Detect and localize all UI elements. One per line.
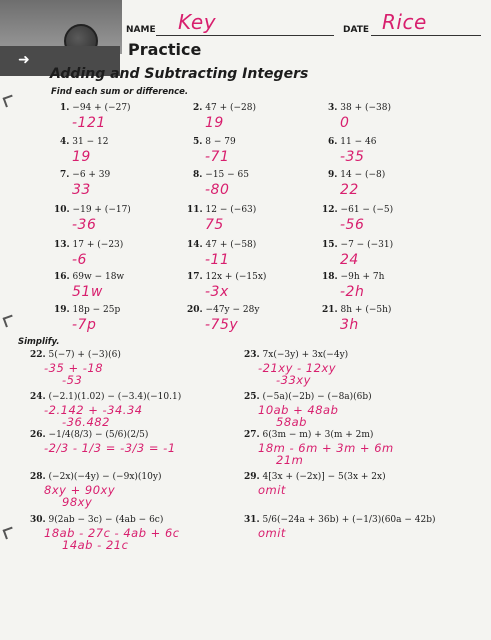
problem-number: 11. [187, 205, 203, 215]
name-label: NAME [126, 25, 156, 35]
problem-expression: 47 + (−28) [205, 103, 257, 113]
problem-3 [328, 103, 391, 113]
problem-27 [244, 430, 373, 440]
problem-number: 3. [328, 103, 338, 113]
problem-number: 30. [30, 515, 46, 525]
answer-20: -75y [205, 317, 239, 333]
answer-17: -3x [205, 284, 229, 300]
problem-number: 27. [244, 430, 260, 440]
problem-expression: 69w − 18w [72, 272, 125, 282]
problem-1 [60, 103, 131, 113]
answer-3: 0 [340, 115, 350, 131]
problem-29 [244, 472, 386, 482]
problem-16 [54, 272, 124, 282]
answer-13: -6 [72, 252, 87, 268]
problem-expression: 9(2ab − 3c) − (4ab − 6c) [48, 515, 164, 525]
work-line-22-1: -35 + -18 [44, 361, 104, 375]
binder-mark [3, 527, 16, 540]
problem-number: 28. [30, 472, 46, 482]
problem-number: 6. [328, 137, 338, 147]
problem-13 [54, 240, 123, 250]
problem-expression: −9h + 7h [340, 272, 385, 282]
problem-expression: −7 − (−31) [340, 240, 394, 250]
problem-30 [30, 515, 163, 525]
problem-number: 9. [328, 170, 338, 180]
work-line-27-2: 21m [276, 453, 304, 467]
problem-25 [244, 392, 372, 402]
problem-9 [328, 170, 385, 180]
problem-expression: −1/4(8/3) − (5/6)(2/5) [48, 430, 149, 440]
problem-number: 26. [30, 430, 46, 440]
problem-expression: −94 + (−27) [72, 103, 131, 113]
problem-expression: −61 − (−5) [340, 205, 394, 215]
answer-16: 51w [72, 284, 103, 300]
problem-number: 31. [244, 515, 260, 525]
problem-expression: 12x + (−15x) [205, 272, 267, 282]
problem-number: 10. [54, 205, 70, 215]
work-line-23-1: -21xy - 12xy [258, 361, 337, 375]
date-line [371, 35, 481, 36]
problem-number: 8. [193, 170, 203, 180]
answer-4: 19 [72, 149, 91, 165]
work-line-31-1: omit [258, 526, 286, 540]
problem-28 [30, 472, 161, 482]
answer-8: -80 [205, 182, 230, 198]
problem-number: 16. [54, 272, 70, 282]
problem-expression: (−5a)(−2b) − (−8a)(6b) [262, 392, 372, 402]
work-line-25-2: 58ab [276, 415, 307, 429]
problem-expression: (−2.1)(1.02) − (−3.4)(−10.1) [48, 392, 182, 402]
problem-8 [193, 170, 249, 180]
answer-1: -121 [72, 115, 106, 131]
problem-expression: (−2x)(−4y) − (−9x)(10y) [48, 472, 162, 482]
problem-number: 22. [30, 350, 46, 360]
problem-4 [60, 137, 108, 147]
worksheet-title: Adding and Subtracting Integers [50, 66, 309, 82]
problem-10 [54, 205, 131, 215]
problem-number: 5. [193, 137, 203, 147]
problem-expression: 11 − 46 [340, 137, 377, 147]
problem-number: 21. [322, 305, 338, 315]
work-line-26-1: -2/3 - 1/3 = -3/3 = -1 [44, 441, 176, 455]
problem-number: 17. [187, 272, 203, 282]
problem-expression: 7x(−3y) + 3x(−4y) [262, 350, 349, 360]
problem-17 [187, 272, 266, 282]
problem-expression: 5/6(−24a + 36b) + (−1/3)(60a − 42b) [262, 515, 436, 525]
work-line-24-2: -36.482 [62, 415, 110, 429]
problem-18 [322, 272, 384, 282]
problem-expression: 12 − (−63) [205, 205, 257, 215]
name-line [156, 35, 334, 36]
problem-number: 20. [187, 305, 203, 315]
problem-15 [322, 240, 393, 250]
work-line-22-2: -53 [62, 373, 83, 387]
name-value: Key [178, 10, 217, 34]
problem-20 [187, 305, 259, 315]
problem-12 [322, 205, 393, 215]
date-value: Rice [382, 10, 427, 34]
problem-5 [193, 137, 236, 147]
answer-18: -2h [340, 284, 365, 300]
answer-19: -7p [72, 317, 97, 333]
problem-11 [187, 205, 256, 215]
answer-21: 3h [340, 317, 359, 333]
problem-expression: 5(−7) + (−3)(6) [48, 350, 121, 360]
problem-number: 13. [54, 240, 70, 250]
answer-11: 75 [205, 217, 224, 233]
problem-19 [54, 305, 120, 315]
binder-mark [3, 95, 16, 108]
problem-number: 12. [322, 205, 338, 215]
answer-2: 19 [205, 115, 224, 131]
problem-number: 14. [187, 240, 203, 250]
problem-23 [244, 350, 348, 360]
problem-number: 24. [30, 392, 46, 402]
problem-7 [60, 170, 110, 180]
problem-14 [187, 240, 256, 250]
problem-number: 1. [60, 103, 70, 113]
problem-expression: 14 − (−8) [340, 170, 386, 180]
problem-expression: 38 + (−38) [340, 103, 392, 113]
problem-number: 25. [244, 392, 260, 402]
problem-expression: 31 − 12 [72, 137, 109, 147]
problem-expression: 47 + (−58) [205, 240, 257, 250]
practice-heading: Practice [128, 40, 202, 59]
answer-14: -11 [205, 252, 230, 268]
answer-10: -36 [72, 217, 97, 233]
work-line-30-2: 14ab - 21c [62, 538, 129, 552]
problem-expression: 8 − 79 [205, 137, 236, 147]
work-line-24-1: -2.142 + -34.34 [44, 403, 143, 417]
problem-number: 2. [193, 103, 203, 113]
problem-expression: −47y − 28y [205, 305, 260, 315]
binder-mark [3, 315, 16, 328]
problem-expression: −6 + 39 [72, 170, 111, 180]
arrow-icon: ➜ [18, 52, 30, 68]
problem-expression: 18p − 25p [72, 305, 121, 315]
problem-number: 19. [54, 305, 70, 315]
problem-expression: 8h + (−5h) [340, 305, 392, 315]
problem-number: 4. [60, 137, 70, 147]
problem-number: 18. [322, 272, 338, 282]
answer-12: -56 [340, 217, 365, 233]
date-label: DATE [343, 25, 370, 35]
problem-number: 29. [244, 472, 260, 482]
work-line-25-1: 10ab + 48ab [258, 403, 339, 417]
work-line-29-1: omit [258, 483, 286, 497]
problem-21 [322, 305, 391, 315]
problem-expression: 17 + (−23) [72, 240, 124, 250]
answer-6: -35 [340, 149, 365, 165]
problem-number: 7. [60, 170, 70, 180]
problem-26 [30, 430, 148, 440]
work-line-28-1: 8xy + 90xy [44, 483, 116, 497]
work-line-28-2: 98xy [62, 495, 93, 509]
work-line-23-2: -33xy [276, 373, 311, 387]
problem-22 [30, 350, 121, 360]
problem-expression: −19 + (−17) [72, 205, 131, 215]
instruction-text: Find each sum or difference. [51, 87, 189, 97]
answer-9: 22 [340, 182, 359, 198]
problem-number: 15. [322, 240, 338, 250]
work-line-30-1: 18ab - 27c - 4ab + 6c [44, 526, 180, 540]
problem-number: 23. [244, 350, 260, 360]
problem-expression: 6(3m − m) + 3(m + 2m) [262, 430, 374, 440]
answer-5: -71 [205, 149, 230, 165]
problem-31 [244, 515, 436, 525]
problem-24 [30, 392, 181, 402]
answer-15: 24 [340, 252, 359, 268]
problem-expression: −15 − 65 [205, 170, 249, 180]
problem-6 [328, 137, 376, 147]
work-line-27-1: 18m - 6m + 3m + 6m [258, 441, 394, 455]
simplify-heading: Simplify. [18, 337, 60, 347]
answer-7: 33 [72, 182, 91, 198]
problem-2 [193, 103, 256, 113]
problem-expression: 4[3x + (−2x)] − 5(3x + 2x) [262, 472, 386, 482]
